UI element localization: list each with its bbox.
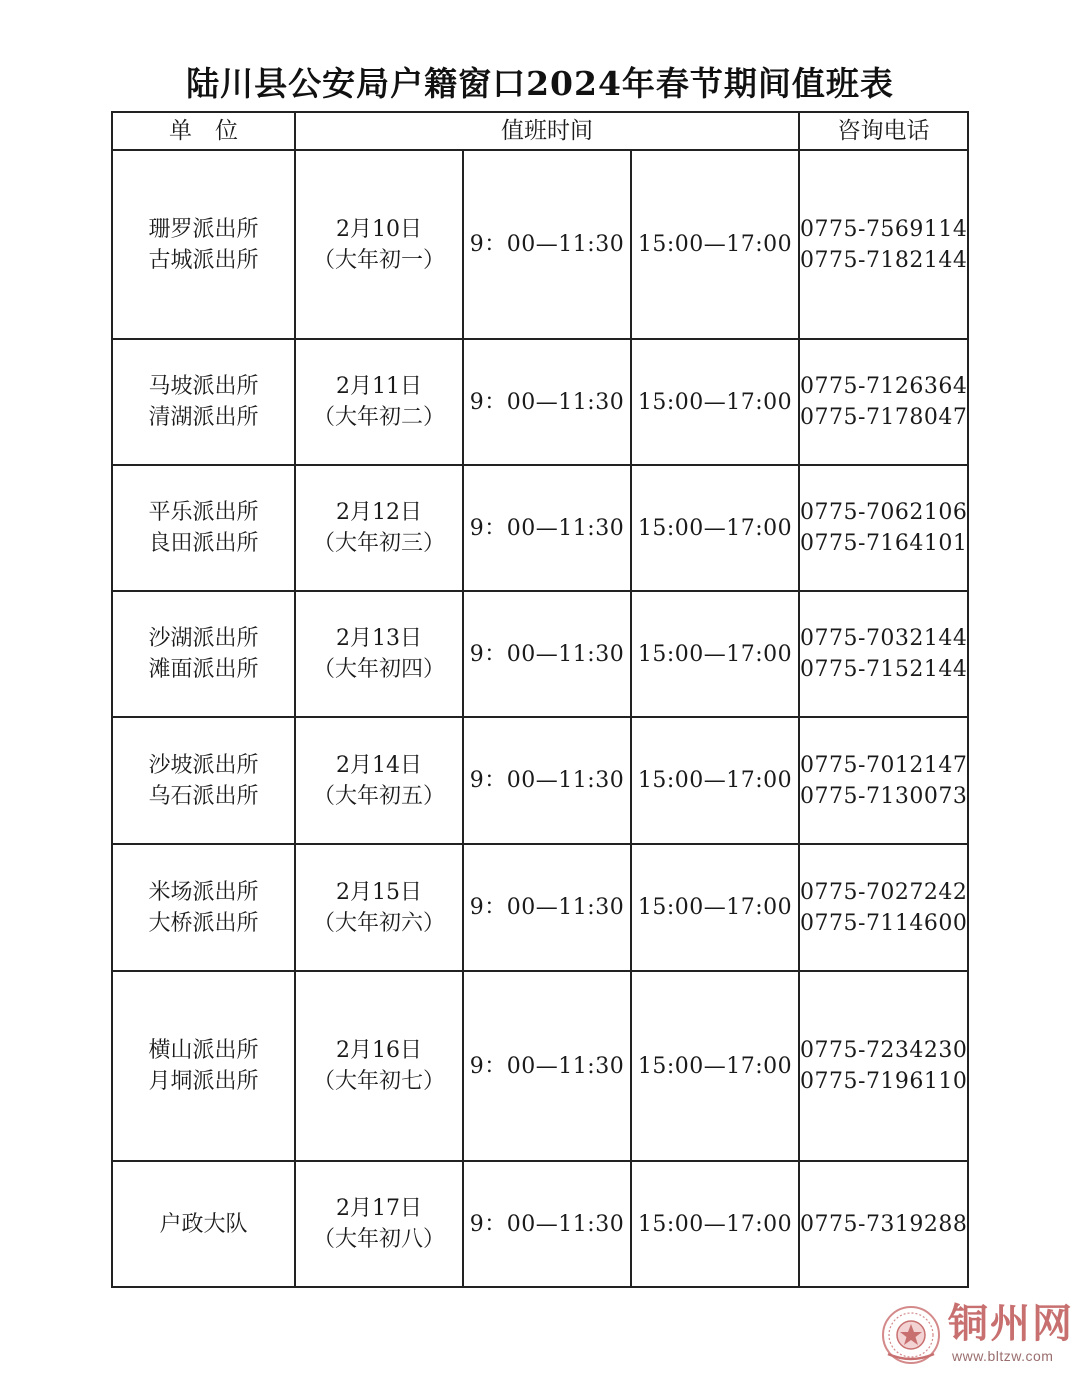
header-unit: 单 位 <box>112 112 295 150</box>
table-row <box>112 339 968 465</box>
lunar-date-text: （大年初四） <box>312 657 445 682</box>
unit-cell <box>112 717 295 844</box>
date-cell <box>295 591 463 717</box>
unit-name: 乌石派出所 <box>148 783 259 809</box>
unit-name: 沙坡派出所 <box>148 752 259 778</box>
morning-time-cell: 9：00—11:30 <box>463 1161 631 1287</box>
phone-number: 0775-7182144 <box>800 247 968 273</box>
morning-time-cell: 9：00—11:30 <box>463 150 631 339</box>
morning-time-cell: 9：00—11:30 <box>463 844 631 971</box>
unit-cell <box>112 591 295 717</box>
unit-name: 滩面派出所 <box>148 657 259 682</box>
morning-time-cell: 9：00—11:30 <box>463 591 631 717</box>
date-text: 2月16日 <box>336 1038 422 1063</box>
header-duty-time: 值班时间 <box>295 112 799 150</box>
phone-cell <box>799 1161 968 1287</box>
table-row <box>112 1161 968 1287</box>
afternoon-time-cell: 15:00—17:00 <box>631 465 799 591</box>
afternoon-time-cell: 15:00—17:00 <box>631 591 799 717</box>
lunar-date-text: （大年初一） <box>312 247 445 273</box>
lunar-date-text: （大年初八） <box>312 1227 445 1252</box>
duty-schedule-table <box>111 111 969 1288</box>
phone-number: 0775-7178047 <box>800 405 968 430</box>
watermark-site-url: www.bltzw.com <box>952 1348 1054 1364</box>
date-text: 2月14日 <box>336 752 422 778</box>
lunar-date-text: （大年初六） <box>312 910 445 936</box>
unit-cell <box>112 1161 295 1287</box>
date-text: 2月13日 <box>336 626 422 651</box>
unit-cell <box>112 339 295 465</box>
morning-time-cell: 9：00—11:30 <box>463 465 631 591</box>
phone-number: 0775-7234230 <box>800 1038 968 1063</box>
table-row <box>112 150 968 339</box>
phone-number: 0775-7569114 <box>800 216 968 242</box>
phone-cell <box>799 717 968 844</box>
phone-cell <box>799 339 968 465</box>
phone-number: 0775-7032144 <box>800 626 968 651</box>
unit-name: 沙湖派出所 <box>148 626 259 651</box>
date-text: 2月17日 <box>336 1196 422 1221</box>
table-header-row <box>112 112 968 150</box>
afternoon-time-cell: 15:00—17:00 <box>631 339 799 465</box>
lunar-date-text: （大年初二） <box>312 405 445 430</box>
table-row <box>112 465 968 591</box>
afternoon-time-cell: 15:00—17:00 <box>631 844 799 971</box>
afternoon-time-cell: 15:00—17:00 <box>631 717 799 844</box>
phone-number: 0775-7164101 <box>800 531 968 556</box>
afternoon-time-cell: 15:00—17:00 <box>631 1161 799 1287</box>
morning-time-cell: 9：00—11:30 <box>463 339 631 465</box>
table-row <box>112 591 968 717</box>
phone-number: 0775-7130073 <box>800 783 968 809</box>
unit-name: 珊罗派出所 <box>148 216 259 242</box>
phone-number: 0775-7114600 <box>800 910 968 936</box>
morning-time-cell: 9：00—11:30 <box>463 717 631 844</box>
date-text: 2月10日 <box>336 216 422 242</box>
unit-name: 月垌派出所 <box>148 1069 259 1094</box>
phone-number: 0775-7126364 <box>800 374 968 399</box>
phone-cell <box>799 591 968 717</box>
unit-name: 横山派出所 <box>148 1038 259 1063</box>
lunar-date-text: （大年初七） <box>312 1069 445 1094</box>
date-cell <box>295 844 463 971</box>
phone-number: 0775-7319288 <box>800 1211 968 1237</box>
phone-cell <box>799 844 968 971</box>
afternoon-time-cell: 15:00—17:00 <box>631 971 799 1161</box>
unit-name: 大桥派出所 <box>148 910 259 936</box>
unit-cell <box>112 465 295 591</box>
phone-number: 0775-7196110 <box>800 1069 968 1094</box>
page-title: 陆川县公安局户籍窗口2024年春节期间值班表 <box>186 64 894 103</box>
date-cell <box>295 1161 463 1287</box>
table-row <box>112 844 968 971</box>
lunar-date-text: （大年初三） <box>312 531 445 556</box>
phone-number: 0775-7012147 <box>800 752 968 778</box>
phone-cell <box>799 465 968 591</box>
unit-name: 米场派出所 <box>148 879 259 905</box>
unit-name: 古城派出所 <box>148 247 259 273</box>
morning-time-cell: 9：00—11:30 <box>463 971 631 1161</box>
date-text: 2月12日 <box>336 500 422 525</box>
date-text: 2月15日 <box>336 879 422 905</box>
phone-number: 0775-7062106 <box>800 500 968 525</box>
afternoon-time-cell: 15:00—17:00 <box>631 150 799 339</box>
table-row <box>112 717 968 844</box>
unit-cell <box>112 971 295 1161</box>
phone-cell <box>799 971 968 1161</box>
header-phone: 咨询电话 <box>799 112 968 150</box>
lunar-date-text: （大年初五） <box>312 783 445 809</box>
phone-number: 0775-7152144 <box>800 657 968 682</box>
table-row <box>112 971 968 1161</box>
unit-name: 良田派出所 <box>148 531 259 556</box>
phone-number: 0775-7027242 <box>800 879 968 905</box>
date-cell <box>295 717 463 844</box>
date-cell <box>295 465 463 591</box>
date-cell <box>295 339 463 465</box>
phone-cell <box>799 150 968 339</box>
unit-name: 户政大队 <box>159 1211 248 1237</box>
unit-name: 清湖派出所 <box>148 405 259 430</box>
unit-cell <box>112 150 295 339</box>
unit-name: 平乐派出所 <box>148 500 259 525</box>
date-cell <box>295 150 463 339</box>
date-cell <box>295 971 463 1161</box>
unit-name: 马坡派出所 <box>148 374 259 399</box>
watermark-site-name: 铜州网 <box>948 1300 1074 1347</box>
date-text: 2月11日 <box>336 374 422 399</box>
site-watermark <box>880 1300 1075 1370</box>
seal-logo-icon <box>880 1304 942 1366</box>
unit-cell <box>112 844 295 971</box>
